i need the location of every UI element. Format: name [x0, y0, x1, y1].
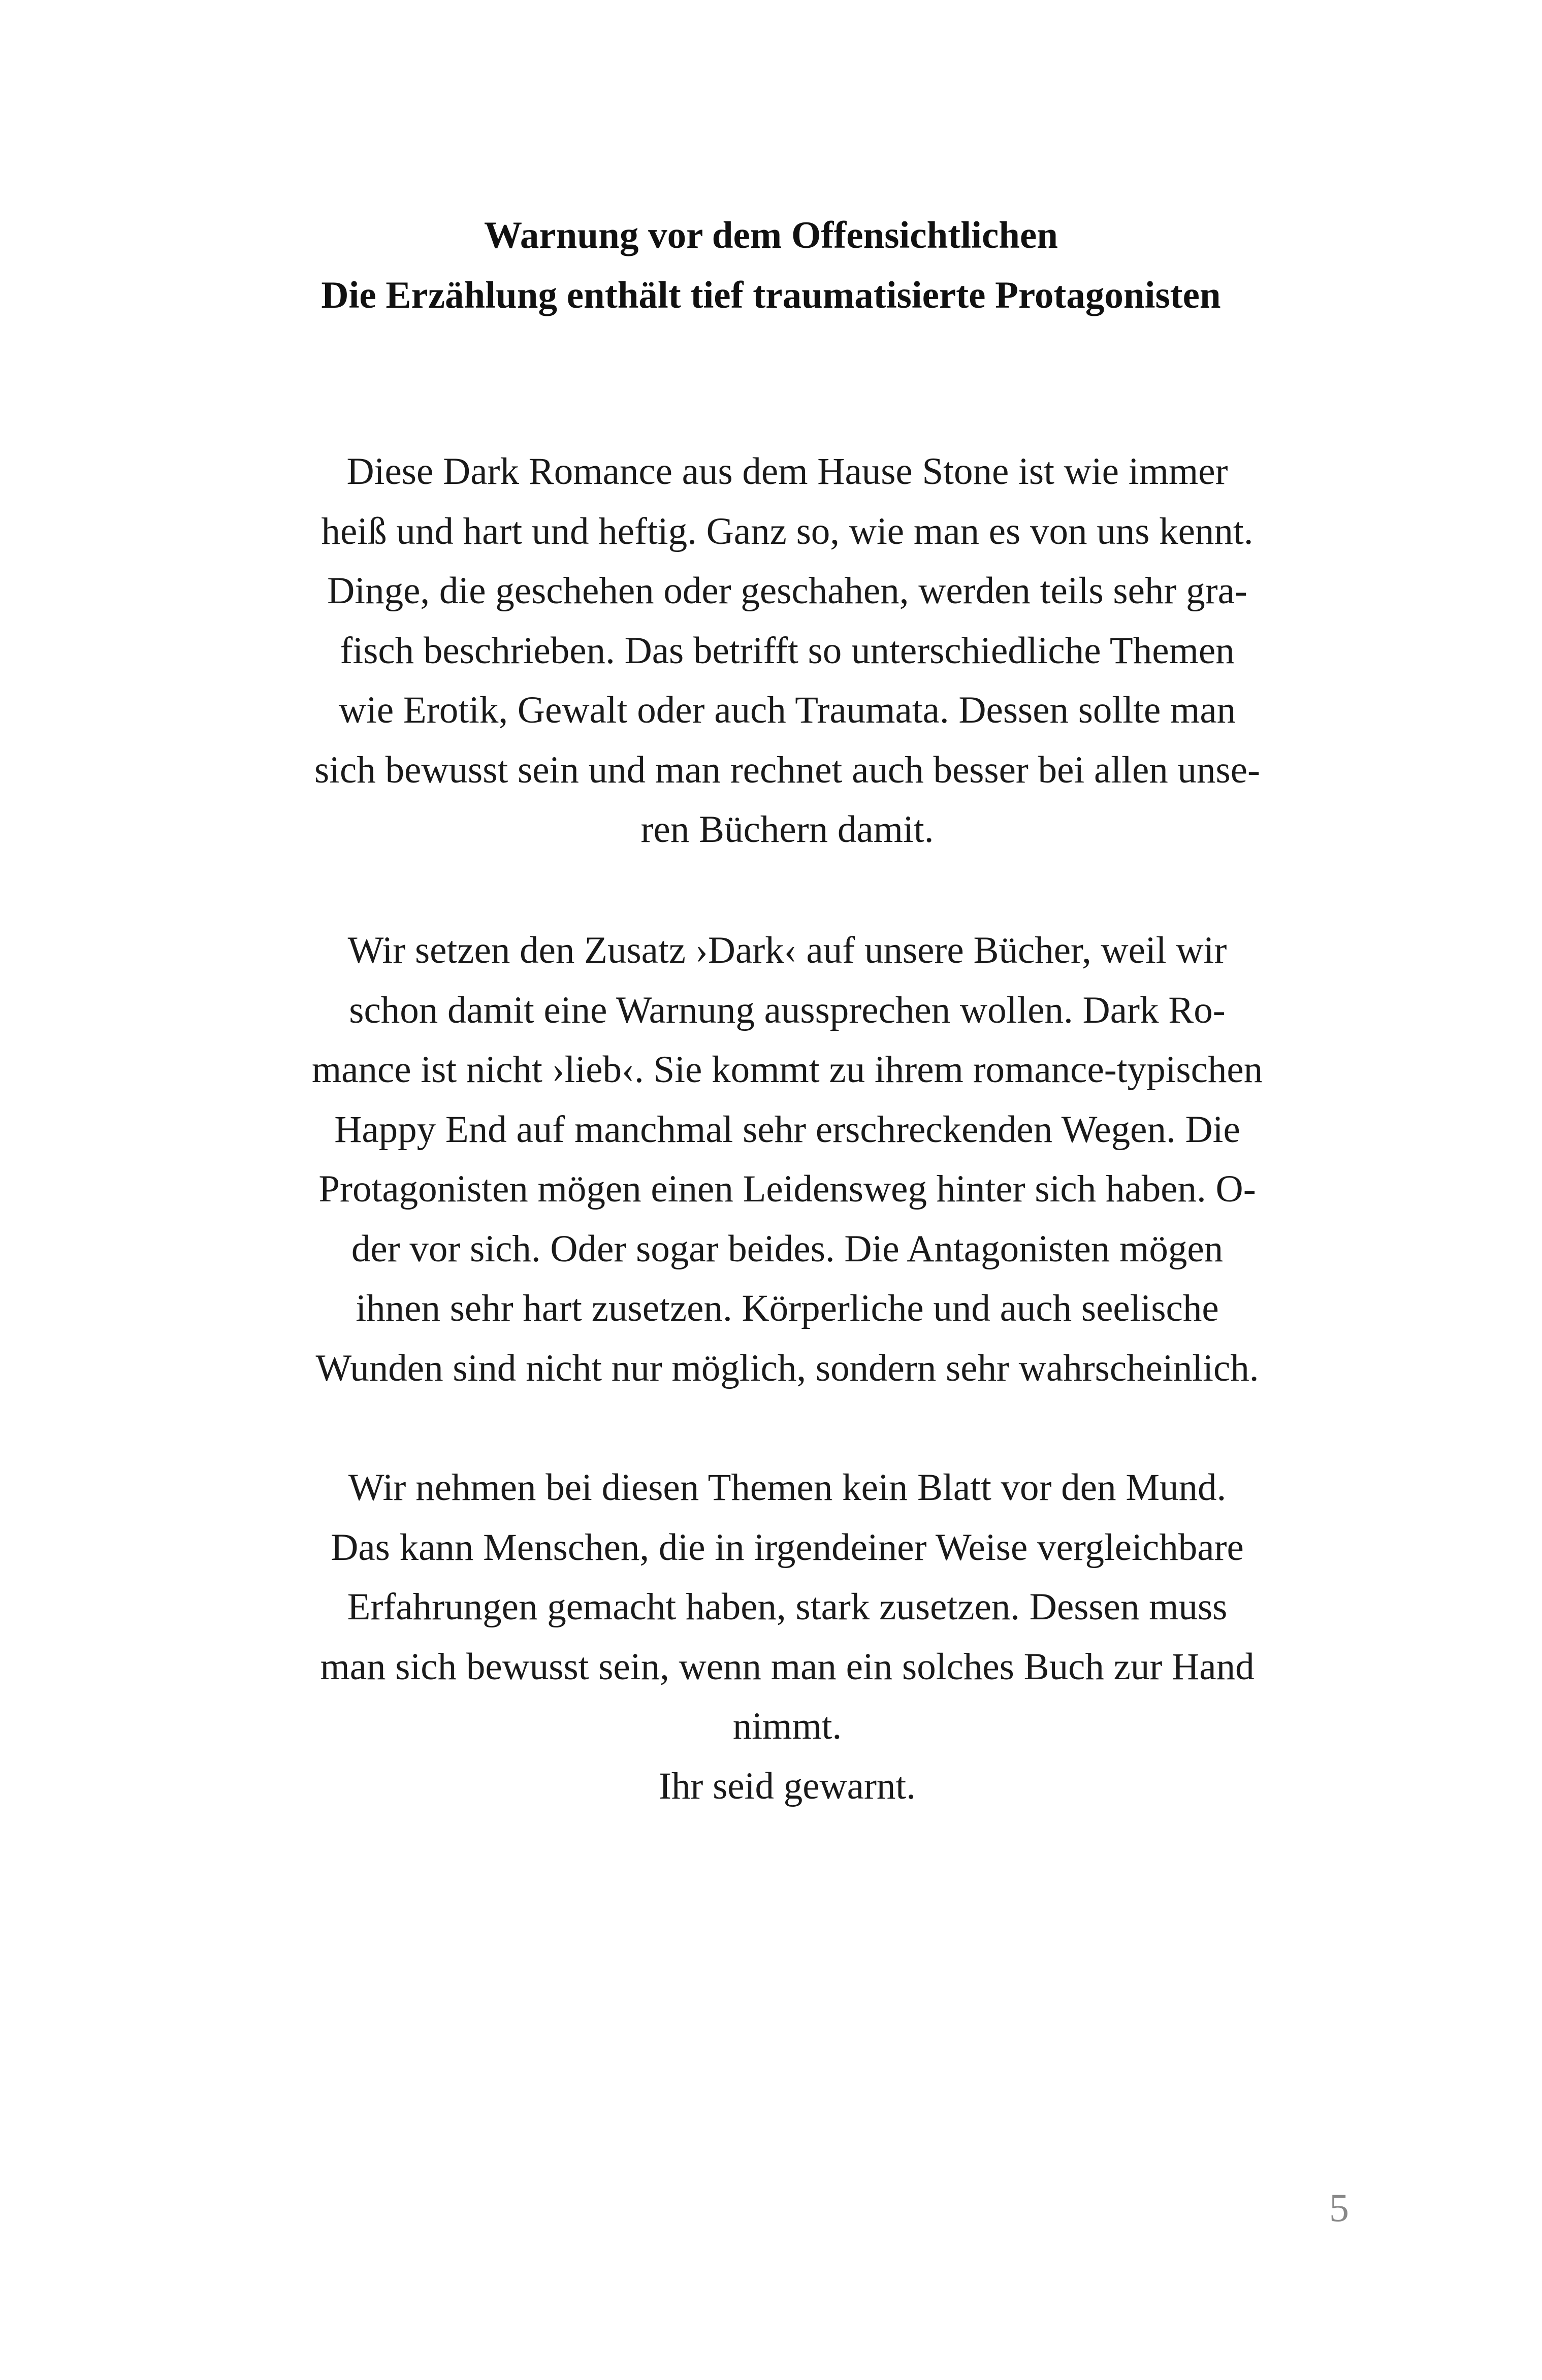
text-line: fisch beschrieben. Das betrifft so unterschiedliche Themen — [340, 629, 1235, 672]
text-line: heiß und hart und heftig. Ganz so, wie man es von uns kennt. — [321, 510, 1254, 552]
text-line: Ihr seid gewarnt. — [658, 1765, 916, 1807]
text-line: ren Büchern damit. — [640, 808, 934, 851]
text-line: Happy End auf manchmal sehr erschreckenden Wegen. Die — [334, 1108, 1240, 1151]
text-line: Wunden sind nicht nur möglich, sondern sehr wahrscheinlich. — [315, 1347, 1259, 1389]
text-line: Das kann Menschen, die in irgendeiner Weise vergleichbare — [331, 1526, 1244, 1569]
text-line: schon damit eine Warnung aussprechen wollen. Dark Ro- — [349, 989, 1226, 1031]
text-line: Wir setzen den Zusatz ›Dark‹ auf unsere Bücher, weil wir — [347, 929, 1227, 971]
text-line: man sich bewusst sein, wenn man ein solches Buch zur Hand — [320, 1645, 1255, 1688]
text-line: ihnen sehr hart zusetzen. Körperliche und auch seelische — [356, 1287, 1219, 1329]
heading-line-1: Warnung vor dem Offensichtlichen — [484, 214, 1058, 256]
text-line: sich bewusst sein und man rechnet auch besser bei allen unse- — [314, 748, 1260, 791]
text-line: wie Erotik, Gewalt oder auch Traumata. Dessen sollte man — [338, 689, 1236, 731]
text-line: Wir nehmen bei diesen Themen kein Blatt vor den Mund. — [348, 1466, 1227, 1509]
heading-line-2: Die Erzählung enthält tief traumatisierte Protagonisten — [321, 274, 1221, 316]
paragraph-3 — [218, 1458, 1356, 1816]
text-line: nimmt. — [732, 1705, 842, 1747]
text-line: Erfahrungen gemacht haben, stark zusetzen. Dessen muss — [347, 1586, 1228, 1628]
warning-heading — [0, 206, 1542, 325]
text-line: mance ist nicht ›lieb‹. Sie kommt zu ihrem romance-typischen — [311, 1049, 1263, 1091]
page-number: 5 — [1329, 2186, 1349, 2230]
text-line: Protagonisten mögen einen Leidensweg hinter sich haben. O- — [318, 1168, 1256, 1210]
paragraph-2 — [218, 921, 1356, 1398]
text-line: der vor sich. Oder sogar beides. Die Antagonisten mögen — [351, 1227, 1224, 1270]
text-line: Dinge, die geschehen oder geschahen, werden teils sehr gra- — [327, 570, 1247, 612]
text-line: Diese Dark Romance aus dem Hause Stone ist wie immer — [346, 450, 1228, 493]
paragraph-1 — [218, 442, 1356, 860]
